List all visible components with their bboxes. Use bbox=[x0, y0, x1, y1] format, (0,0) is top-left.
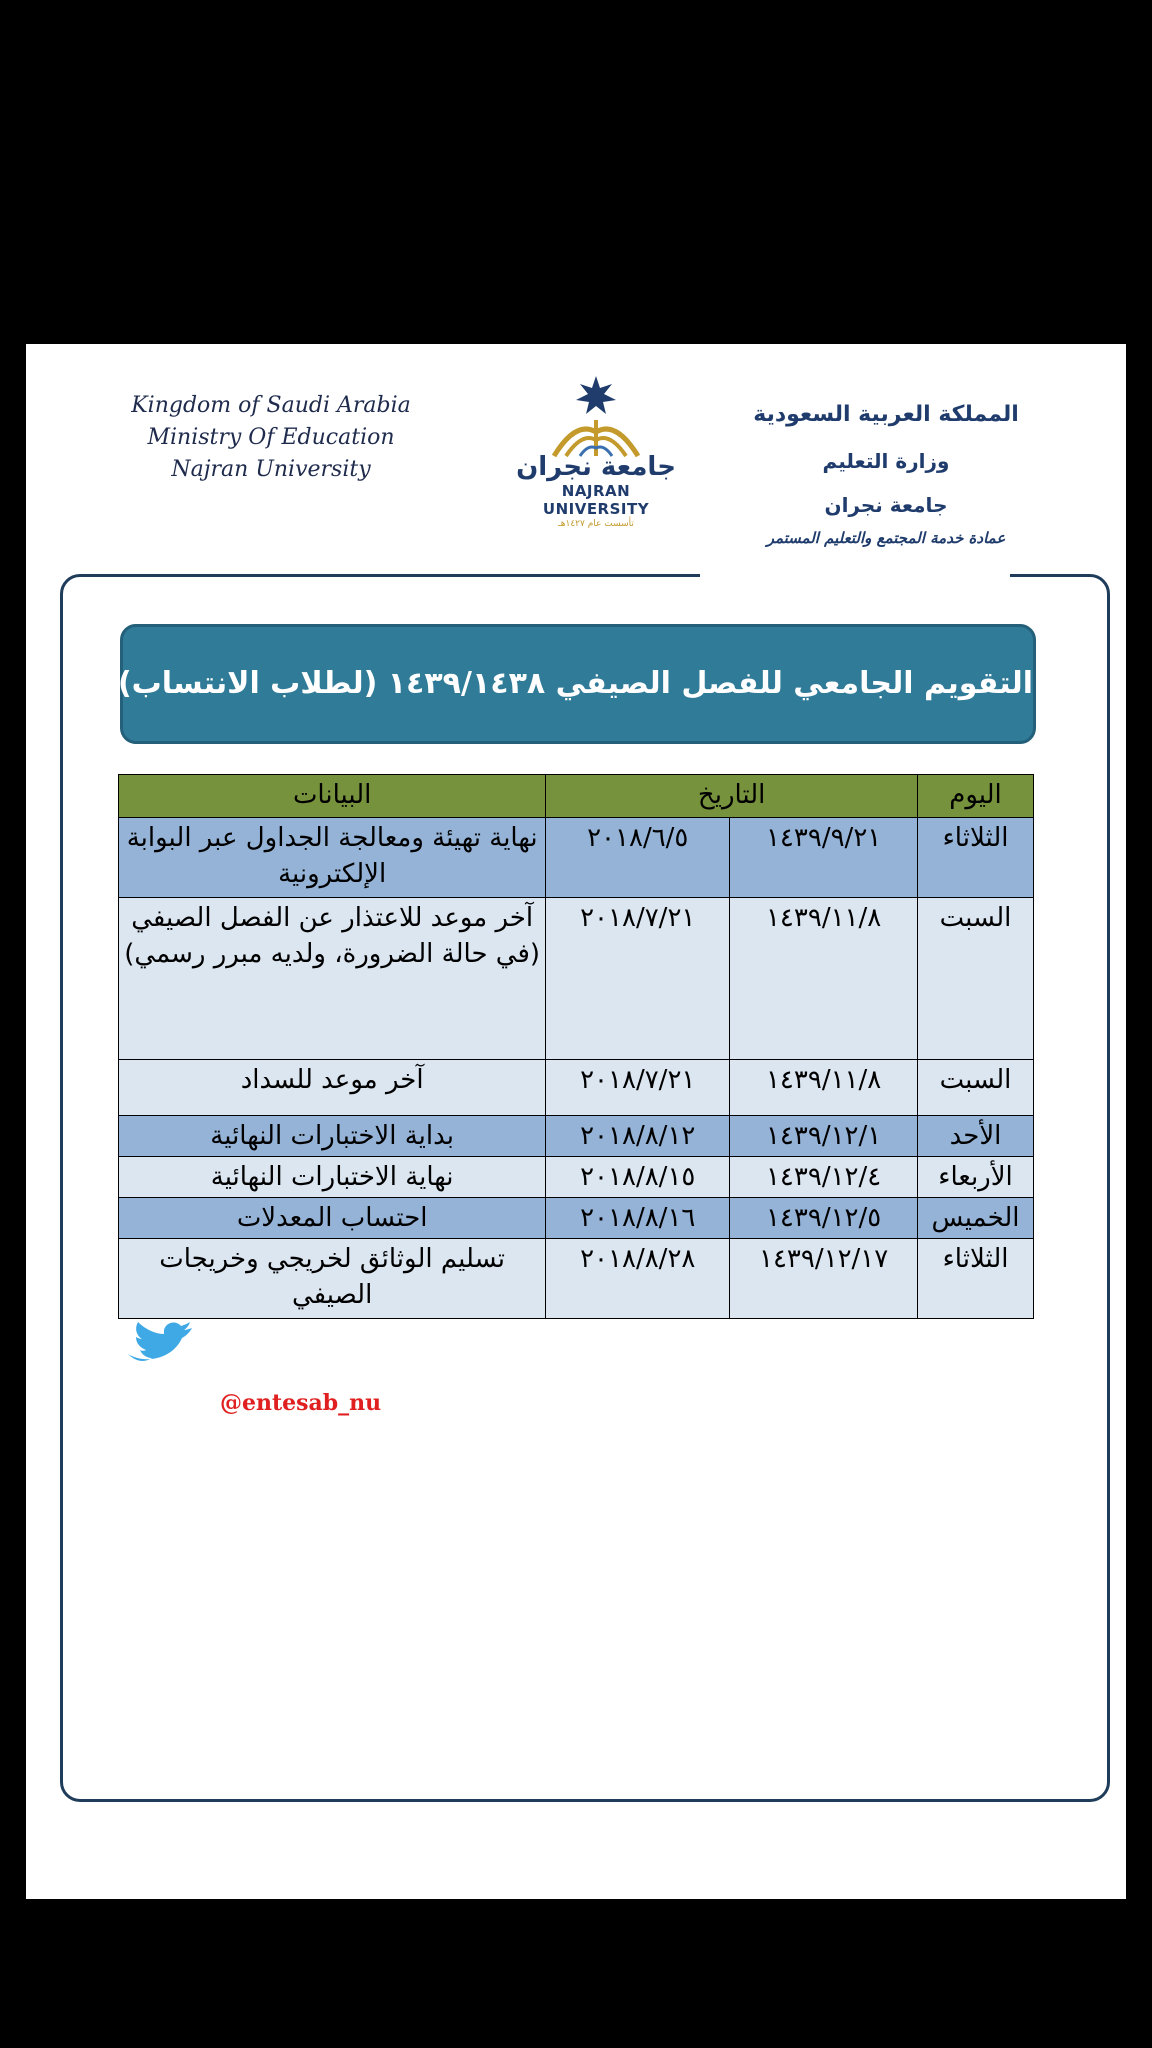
cell-hijri: ١٤٣٩/١٢/١ bbox=[730, 1116, 918, 1157]
ar-line-university: جامعة نجران bbox=[824, 493, 948, 517]
cell-hijri: ١٤٣٩/١٢/٥ bbox=[730, 1198, 918, 1239]
page-title: التقويم الجامعي للفصل الصيفي ١٤٣٩/١٤٣٨ (لطلاب الانتساب) bbox=[120, 624, 1036, 744]
cell-gregorian: ٢٠١٨/٨/١٥ bbox=[546, 1157, 730, 1198]
table-header-row bbox=[119, 775, 1034, 818]
cell-gregorian: ٢٠١٨/٨/١٢ bbox=[546, 1116, 730, 1157]
ar-line-ministry: وزارة التعليم bbox=[822, 449, 950, 473]
twitter-bird-icon bbox=[122, 1320, 202, 1364]
frame-gap bbox=[700, 570, 1010, 580]
cell-details: نهاية تهيئة ومعالجة الجداول عبر البوابة الإلكترونية bbox=[119, 818, 546, 898]
cell-details: نهاية الاختبارات النهائية bbox=[119, 1157, 546, 1198]
table-row bbox=[119, 1239, 1034, 1319]
university-logo bbox=[506, 374, 686, 529]
logo-founded: تأسست عام ١٤٢٧هـ bbox=[558, 519, 634, 529]
cell-details: بداية الاختبارات النهائية bbox=[119, 1116, 546, 1157]
cell-day: الثلاثاء bbox=[918, 818, 1034, 898]
cell-day: الأحد bbox=[918, 1116, 1034, 1157]
calendar-table bbox=[118, 774, 1034, 1319]
en-line-ministry: Ministry Of Education bbox=[147, 425, 395, 450]
table-row bbox=[119, 818, 1034, 898]
cell-gregorian: ٢٠١٨/٨/٢٨ bbox=[546, 1239, 730, 1319]
cell-details: احتساب المعدلات bbox=[119, 1198, 546, 1239]
header-date: التاريخ bbox=[546, 775, 918, 818]
table-row bbox=[119, 1116, 1034, 1157]
cell-details: آخر موعد للاعتذار عن الفصل الصيفي (في حالة الضرورة، ولديه مبرر رسمي) bbox=[119, 898, 546, 1060]
en-line-university: Najran University bbox=[171, 457, 371, 482]
cell-hijri: ١٤٣٩/١٢/٤ bbox=[730, 1157, 918, 1198]
cell-gregorian: ٢٠١٨/٦/٥ bbox=[546, 818, 730, 898]
cell-gregorian: ٢٠١٨/٧/٢١ bbox=[546, 898, 730, 1060]
cell-details: تسليم الوثائق لخريجي وخريجات الصيفي bbox=[119, 1239, 546, 1319]
cell-day: الأربعاء bbox=[918, 1157, 1034, 1198]
cell-details: آخر موعد للسداد bbox=[119, 1060, 546, 1116]
english-header bbox=[121, 390, 421, 486]
cell-gregorian: ٢٠١٨/٧/٢١ bbox=[546, 1060, 730, 1116]
header-day: اليوم bbox=[918, 775, 1034, 818]
cell-day: السبت bbox=[918, 1060, 1034, 1116]
cell-hijri: ١٤٣٩/١١/٨ bbox=[730, 898, 918, 1060]
table-row bbox=[119, 898, 1034, 1060]
twitter-handle[interactable]: @entesab_nu bbox=[220, 1390, 382, 1416]
ar-line-deanship: عمادة خدمة المجتمع والتعليم المستمر bbox=[766, 529, 1006, 547]
table-row bbox=[119, 1060, 1034, 1116]
ar-line-kingdom: المملكة العربية السعودية bbox=[753, 402, 1019, 427]
cell-day: الخميس bbox=[918, 1198, 1034, 1239]
logo-arabic-name: جامعة نجران bbox=[516, 452, 676, 482]
document-page bbox=[26, 344, 1126, 1899]
star-wheat-emblem-icon bbox=[536, 374, 656, 458]
en-line-kingdom: Kingdom of Saudi Arabia bbox=[131, 393, 411, 418]
arabic-header bbox=[726, 392, 1046, 550]
cell-day: الثلاثاء bbox=[918, 1239, 1034, 1319]
logo-english-name: NAJRAN UNIVERSITY bbox=[542, 482, 650, 518]
header-details: البيانات bbox=[119, 775, 546, 818]
cell-day: السبت bbox=[918, 898, 1034, 1060]
cell-gregorian: ٢٠١٨/٨/١٦ bbox=[546, 1198, 730, 1239]
cell-hijri: ١٤٣٩/١٢/١٧ bbox=[730, 1239, 918, 1319]
table-row bbox=[119, 1198, 1034, 1239]
cell-hijri: ١٤٣٩/١١/٨ bbox=[730, 1060, 918, 1116]
table-row bbox=[119, 1157, 1034, 1198]
cell-hijri: ١٤٣٩/٩/٢١ bbox=[730, 818, 918, 898]
